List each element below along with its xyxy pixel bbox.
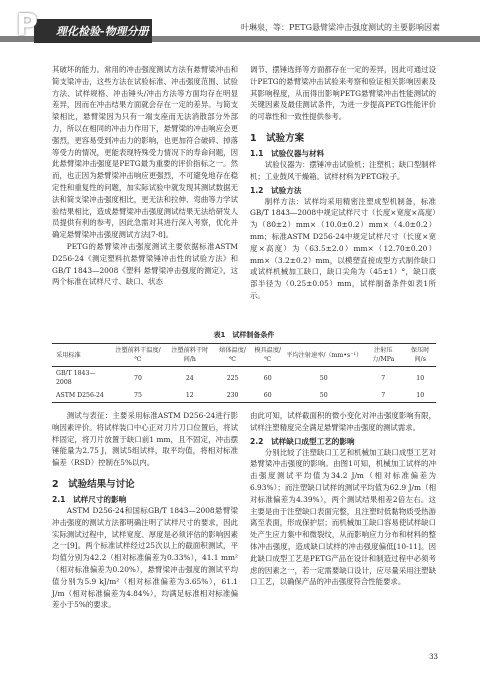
subsection-heading: 1.1 试验仪器与材料 <box>250 148 325 158</box>
table-header-row <box>52 344 436 367</box>
subsection-heading: 2.2 试样缺口成型工艺的影响 <box>250 436 355 446</box>
table-cell: 70 <box>134 374 142 382</box>
table-cell: 12 <box>165 389 215 403</box>
table-header: 注塑前料干时间/h <box>165 344 215 367</box>
right-column-bottom <box>250 410 436 588</box>
table-header: 模具温度/℃ <box>250 344 285 367</box>
table-cell: 10 <box>404 389 436 403</box>
table-cell: 7 <box>362 389 404 403</box>
table-cell: 7 <box>381 374 386 382</box>
table-header: 注射压力/MPa <box>362 344 404 367</box>
table-cell: ASTM D256-24 <box>52 389 111 403</box>
table-header: 注塑前料干温度/℃ <box>111 344 164 367</box>
table-cell: 230 <box>215 389 250 403</box>
table-cell: 50 <box>319 374 328 382</box>
table-cell: 75 <box>111 389 164 403</box>
right-column-top <box>250 64 436 302</box>
paragraph: 测试与表征：主要采用标准ASTM D256-24进行影响因素评价。将试样装口中心正对刀片刀口位置后，将试样固定，将刀片放置于缺口前1 mm，且不固定，冲击摆锤能量为2.75 J，测试5组试样，取平均值，将相对标准偏差（RSD）控制在5%以内。 <box>52 411 238 468</box>
journal-name: 理化检验-物理分册 <box>56 25 149 38</box>
table-cell: 60 <box>250 389 285 403</box>
table-header: 保压时间/s <box>404 344 436 367</box>
paragraph: 其破坏的能力。常用的冲击强度测试方法有悬臂梁冲击和简支梁冲击，这些方法在试验标准、冲击强度范围、试验方法、试样规格、冲击锤头/冲击方法等方面均存在明显差异，因而在冲击结果方面就会存在一定的差异。与简支梁相比，悬臂梁因为只有一端支座而无法消散部分外部力，所以在相同的冲击力作用下，悬臂梁的冲击响应会更强烈，更容易受到冲击力的影响，也更加符合破碎、掉落等受力的情况，更能表现特殊受力情况下的寿命问题，因此悬臂梁冲击强度是PETG最为重要的评价指标之一。然而，也正因为悬臂梁冲击响应更强烈，不可避免地存在稳定性和重复性的问题，加实际试验中就发现其测试数据无法和简支梁冲击强度相比，更无法和拉伸、弯曲等力学试验结果相比，造成悬臂梁冲击强度测试结果无法给研发人员提供有利的参考，因此急需对其进行深入考察，优化并确定悬臂梁冲击强度测试方法[7-8]。 <box>52 65 238 240</box>
left-column-top <box>52 64 238 288</box>
table-header: 平均注射速率/（mm•s⁻¹） <box>285 344 362 367</box>
paragraph: PETG的悬臂梁冲击强度测试主要依据标准ASTM D256-24《测定塑料抗悬臂梁锤冲击性的试验方法》和GB/T 1843—2008《塑料 悬臂梁冲击强度的测定》，这两个标准在试样尺寸、缺口、状态 <box>52 241 238 287</box>
paragraph: 调节、摆锤选择等方面都存在一定的差异，因此可通过设计PETG的悬臂梁冲击试验来考察和验证相关影响因素及其影响程度，从而得出影响PETG悬臂梁冲击性能测试的关键因素及最佳测试条件，为进一步提高PETG性能评价的可靠性和一致性提供参考。 <box>250 65 436 122</box>
paragraph: 分别比较了注塑缺口工艺和机械加工缺口成型工艺对悬臂梁冲击强度的影响。由图1可知，机械加工试样的冲击强度测试平均值为34.2 J/m（相对标准偏差为6.93%）；而注塑缺口试样的测试平均值为62.9 J/m（相对标准偏差为4.39%），两个测试结果相差2倍左右。这主要是由于注塑缺口表面完整，且注塑时低黏物质受热游离至表面，形成保护层；而机械加工缺口容易使试样缺口处产生应力集中和微裂纹，从而影响应力分布和材料的整体冲击强度，造成缺口试样的冲击强度偏低[10-11]。因此缺口成型工艺是PETG产品在设计和制造过程中必须考虑的因素之一，若一定需要缺口设计，应尽量采用注塑缺口工艺，以确保产品的冲击强度符合性能要求。 <box>250 447 436 587</box>
page-header <box>0 0 480 50</box>
table-title: 表1 试样制备条件 <box>213 331 275 339</box>
subsection-heading: 2.1 试样尺寸的影响 <box>52 494 127 504</box>
table-cell: 60 <box>263 374 272 382</box>
section-heading: 1 试验方案 <box>250 132 305 144</box>
table-header: 采用标准 <box>52 344 111 367</box>
table-cell: 225 <box>226 374 239 382</box>
page-number: 33 <box>429 653 438 661</box>
table-header: 熔体温度/℃ <box>215 344 250 367</box>
table-row <box>52 367 436 390</box>
paragraph: 试验仪器为：摆锤冲击试验机；注塑机；缺口型制样机；工业鼓风干燥箱。试样材料为PETG粒子。 <box>250 159 436 181</box>
paragraph: 由此可知，试样截面积的微小变化对冲击强度影响有限，试样注塑精度完全满足悬臂梁冲击强度的测试需求。 <box>250 411 436 432</box>
logo-p-glyph: P <box>16 8 36 43</box>
table-1 <box>52 330 436 403</box>
paragraph: ASTM D256-24和国标GB/T 1843—2008悬臂梁冲击强度的测试方法都明确注明了试样尺寸的要求，因此实际测试过程中，试样宽度、厚度是必须评估的影响因素之一[9]。两个标准试样经过25次以上的截面积测试，平均值分别为42.2（相对标准偏差为0.33%），41.1 mm²（相对标准偏差为0.20%），悬臂梁冲击强度的测试平均值分别为5.9 kJ/m²（相对标准偏差为3.65%），61.1 J/m（相对标准偏差为4.84%），均满足标准相对标准偏差小于5%的要求。 <box>52 505 238 610</box>
left-column-bottom <box>52 410 238 611</box>
running-title: 叶琳泉，等：PETG悬臂梁冲击强度测试的主要影响因素 <box>241 23 440 32</box>
table-cell: 50 <box>285 389 362 403</box>
table-cell: GB/T 1843—2008 <box>56 370 96 386</box>
paragraph: 制样方法：试样均采用精密注塑成型机制备，标准GB/T 1843—2008中规定试样尺寸（长度×宽度×高度）为（80±2）mm×（10.0±0.2）mm×（4.0±0.2）mm；标准ASTM D256-24中规定试样尺寸（长度×宽度×高度）为（63.5±2.0）mm×（12.70±0.20）mm×（3.2±0.2）mm，以模塑直接成型方式制作缺口或试样机械加工缺口，缺口尖角为（45±1）°，缺口底部半径为（0.25±0.05）mm，试样制备条件如表1所示。 <box>250 196 436 300</box>
table-cell: 10 <box>416 374 425 382</box>
table-row <box>52 389 436 403</box>
preparation-conditions-table <box>52 343 436 403</box>
subsection-heading: 1.2 试验方法 <box>250 185 302 195</box>
table-cell: 24 <box>185 374 194 382</box>
section-heading: 2 试验结果与讨论 <box>52 478 135 490</box>
